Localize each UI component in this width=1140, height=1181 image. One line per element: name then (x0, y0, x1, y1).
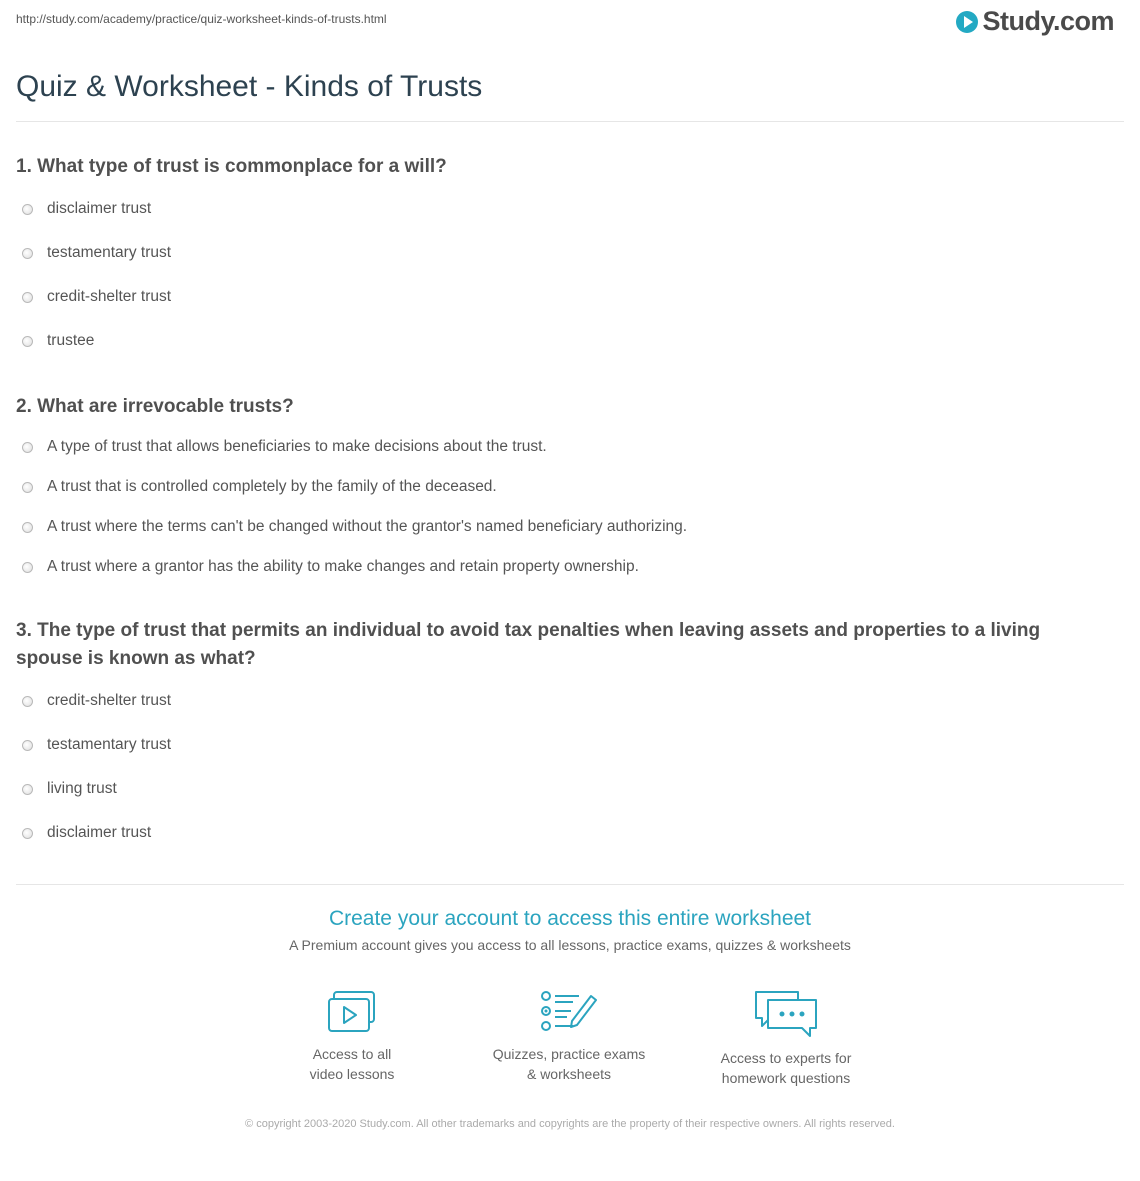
radio-button[interactable] (22, 562, 33, 573)
feature-quizzes (469, 990, 669, 1084)
divider (16, 884, 1124, 885)
copyright: © copyright 2003-2020 Study.com. All other trademarks and copyrights are the property of their respective owners. All rights reserved. (245, 1118, 895, 1130)
radio-button[interactable] (22, 482, 33, 493)
option-label: A type of trust that allows beneficiaries to make decisions about the trust. (47, 438, 547, 455)
feature-label: Access to experts for homework questions (720, 1050, 852, 1086)
divider (16, 121, 1124, 122)
feature-label: Access to all video lessons (309, 1046, 395, 1082)
radio-button[interactable] (22, 522, 33, 533)
q3-option-2[interactable] (22, 736, 171, 754)
page-url: http://study.com/academy/practice/quiz-worksheet-kinds-of-trusts.html (16, 12, 387, 26)
q3-option-1[interactable] (22, 692, 171, 710)
q1-option-4[interactable] (22, 332, 94, 350)
premium-description: A Premium account gives you access to all lessons, practice exams, quizzes & worksheets (289, 937, 851, 953)
play-logo-icon (956, 11, 978, 33)
q3-option-4[interactable] (22, 824, 151, 842)
option-label: A trust where the terms can't be changed without the grantor's named beneficiary authorizing. (47, 518, 688, 535)
radio-button[interactable] (22, 442, 33, 453)
create-account-link[interactable]: Create your account to access this entire worksheet (328, 907, 812, 930)
chat-bubbles-icon (754, 990, 818, 1038)
q1-option-1[interactable] (22, 200, 151, 218)
study-logo[interactable] (956, 6, 1114, 37)
radio-button[interactable] (22, 248, 33, 259)
radio-button[interactable] (22, 696, 33, 707)
video-lessons-icon (326, 990, 378, 1034)
question-2: 2. What are irrevocable trusts? (16, 396, 294, 417)
radio-button[interactable] (22, 336, 33, 347)
feature-experts (686, 990, 886, 1088)
feature-label: Quizzes, practice exams & worksheets (492, 1046, 646, 1082)
quiz-checklist-icon (539, 990, 599, 1034)
option-label: credit-shelter trust (47, 288, 172, 305)
radio-button[interactable] (22, 784, 33, 795)
option-label: trustee (47, 332, 95, 349)
q2-option-1[interactable] (22, 438, 547, 456)
question-1: 1. What type of trust is commonplace for a will? (16, 156, 447, 177)
q2-option-4[interactable] (22, 558, 639, 576)
option-label: A trust that is controlled completely by the family of the deceased. (47, 478, 497, 495)
option-label: credit-shelter trust (47, 692, 172, 709)
radio-button[interactable] (22, 292, 33, 303)
q2-option-2[interactable] (22, 478, 497, 496)
top-bar (16, 0, 1124, 50)
q3-option-3[interactable] (22, 780, 117, 798)
radio-button[interactable] (22, 204, 33, 215)
page-title: Quiz & Worksheet - Kinds of Trusts (16, 70, 483, 103)
option-label: testamentary trust (47, 244, 172, 261)
q1-option-2[interactable] (22, 244, 171, 262)
option-label: living trust (47, 780, 117, 797)
radio-button[interactable] (22, 740, 33, 751)
option-label: disclaimer trust (47, 200, 152, 217)
q1-option-3[interactable] (22, 288, 171, 306)
question-3: 3. The type of trust that permits an individual to avoid tax penalties when leaving assets and properties to a living spouse is known as what? (16, 620, 1041, 669)
logo-text: Study.com (982, 6, 1114, 36)
option-label: testamentary trust (47, 736, 172, 753)
feature-video-lessons (252, 990, 452, 1084)
option-label: A trust where a grantor has the ability to make changes and retain property ownership. (47, 558, 639, 575)
radio-button[interactable] (22, 828, 33, 839)
q2-option-3[interactable] (22, 518, 687, 536)
option-label: disclaimer trust (47, 824, 152, 841)
